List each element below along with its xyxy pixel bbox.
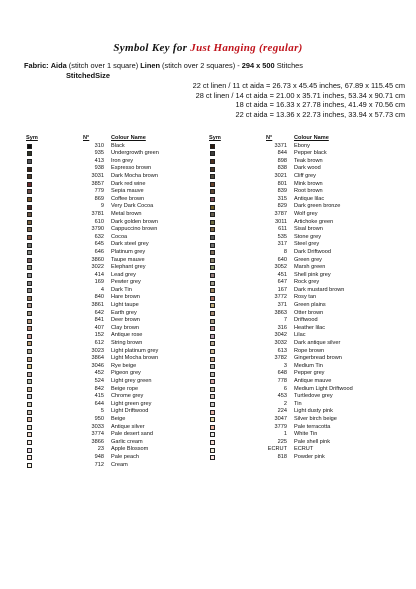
floss-number: 646	[94, 248, 104, 255]
colour-name: Mink brown	[294, 180, 323, 187]
symbol-swatch	[27, 159, 32, 164]
symbol-swatch	[210, 235, 215, 240]
symbol-swatch	[210, 212, 215, 217]
floss-number: 778	[277, 378, 287, 384]
floss-number: 310	[94, 142, 104, 149]
floss-number: 407	[94, 324, 104, 331]
floss-number: 647	[277, 279, 287, 286]
colour-name: Dark red wine	[111, 180, 146, 187]
floss-number: 938	[94, 165, 104, 172]
fabric-line	[24, 61, 303, 70]
symbol-swatch	[27, 273, 32, 278]
floss-number: ECRUT	[267, 446, 287, 453]
floss-number: 840	[94, 294, 104, 301]
colour-name: Pepper black	[294, 150, 327, 157]
symbol-swatch	[27, 394, 32, 399]
stitch-count: 294 x 500	[241, 61, 275, 70]
symbol-swatch	[210, 281, 215, 286]
symbol-swatch	[210, 417, 215, 422]
floss-number: 9	[100, 203, 104, 210]
floss-number: 5	[100, 408, 104, 415]
symbol-swatch	[210, 205, 215, 210]
colour-name: Light green grey	[111, 400, 152, 407]
symbol-swatch	[210, 296, 215, 301]
title-prefix: Symbol Key for	[113, 42, 188, 54]
floss-number: 1	[283, 431, 287, 438]
colour-name: Sisal brown	[294, 226, 323, 233]
floss-number: 3046	[91, 362, 104, 369]
colour-name: Light Mocha brown	[111, 355, 159, 362]
colour-name: Green plains	[294, 302, 326, 309]
symbol-swatch	[27, 326, 32, 331]
stitched-size-label: StitchedSize	[66, 71, 110, 80]
colour-name: Dark wood	[294, 165, 321, 172]
symbol-swatch	[27, 167, 32, 172]
size-line: 22 ct linen / 11 ct aida = 26.73 x 45.45 inches, 67.89 x 115.45 cm	[192, 81, 405, 90]
colour-name: Beige rope	[111, 385, 139, 392]
symbol-swatch	[27, 296, 32, 301]
colour-name: Garlic cream	[111, 438, 143, 445]
colour-name: Pepper grey	[294, 370, 325, 377]
floss-number: 869	[94, 195, 104, 202]
symbol-swatch	[210, 273, 215, 278]
symbol-swatch	[27, 144, 32, 149]
symbol-swatch	[210, 182, 215, 187]
symbol-swatch	[210, 288, 215, 293]
colour-name: Ebony	[294, 142, 310, 149]
colour-name: Light platinum grey	[111, 347, 159, 354]
floss-number: 610	[94, 218, 104, 225]
floss-number: 415	[94, 393, 104, 400]
floss-number: 451	[277, 271, 287, 278]
floss-number: 316	[277, 324, 287, 331]
symbol-swatch	[27, 303, 32, 308]
symbol-swatch	[210, 334, 215, 339]
symbol-swatch	[210, 349, 215, 354]
colour-name: Cliff grey	[294, 172, 316, 179]
colour-name: Cream	[111, 461, 128, 468]
colour-name: Otter brown	[294, 309, 324, 316]
floss-number: 3031	[91, 172, 104, 179]
colour-name: Rock grey	[294, 279, 320, 286]
colour-name: Steel grey	[294, 241, 320, 248]
symbol-swatch	[210, 151, 215, 156]
symbol-swatch	[210, 189, 215, 194]
symbol-swatch	[210, 364, 215, 369]
symbol-swatch	[210, 311, 215, 316]
symbol-swatch	[27, 205, 32, 210]
floss-number: 413	[94, 157, 104, 164]
size-aida: 18 ct aida	[235, 100, 268, 109]
colour-name: Antique lilac	[294, 195, 325, 202]
symbol-swatch	[210, 159, 215, 164]
page-title	[0, 42, 416, 54]
size-line	[235, 100, 405, 109]
size-linen: 22 ct linen	[192, 81, 227, 90]
floss-number: 152	[94, 332, 104, 339]
symbol-swatch	[27, 372, 32, 377]
num-header: N°	[266, 135, 273, 141]
symbol-swatch	[210, 372, 215, 377]
symbol-swatch	[210, 425, 215, 430]
colour-name: White Tin	[294, 431, 318, 438]
symbol-swatch	[27, 357, 32, 362]
symbol-swatch	[27, 288, 32, 293]
colour-name: Chrome grey	[111, 393, 144, 400]
floss-number: 3860	[91, 256, 104, 263]
symbol-swatch	[210, 220, 215, 225]
symbol-swatch	[210, 243, 215, 248]
symbol-swatch	[210, 265, 215, 270]
colour-name: Rope brown	[294, 347, 325, 354]
floss-number: 3787	[274, 210, 287, 217]
colour-name: Medium Light Driftwood	[294, 385, 353, 392]
floss-number: 779	[94, 188, 104, 195]
symbol-swatch	[27, 235, 32, 240]
symbol-swatch	[210, 440, 215, 445]
symbol-swatch	[27, 281, 32, 286]
floss-number: 8	[283, 248, 287, 255]
floss-number: 935	[94, 150, 104, 157]
floss-number: 613	[277, 347, 287, 354]
colour-name: Metal brown	[111, 210, 142, 217]
colour-name: Coffee brown	[111, 195, 145, 202]
symbol-swatch	[27, 432, 32, 437]
colour-name: Taupe mauve	[111, 256, 145, 263]
colour-name: Dark mustard brown	[294, 286, 345, 293]
symbol-swatch	[27, 455, 32, 460]
floss-number: 950	[94, 415, 104, 422]
colour-name: Very Dark Cocoa	[111, 203, 154, 210]
symbol-swatch	[27, 174, 32, 179]
floss-number: 3781	[91, 210, 104, 217]
colour-name: Gingerbread brown	[294, 355, 342, 362]
colour-name: Pewter grey	[111, 279, 141, 286]
colour-name: Iron grey	[111, 157, 134, 164]
size-aida: 14 ct aida	[235, 91, 268, 100]
floss-number: 3861	[91, 302, 104, 309]
colour-name: Pale peach	[111, 453, 139, 460]
symbol-swatch	[27, 265, 32, 270]
floss-number: 452	[94, 370, 104, 377]
symbol-swatch	[27, 319, 32, 324]
fabric-linen-note: (stitch over 2 squares) -	[162, 61, 240, 70]
size-value: = 16.33 x 27.78 inches, 41.49 x 70.56 cm	[269, 100, 405, 109]
colour-name: Apple Blossom	[111, 446, 149, 453]
floss-number: 315	[277, 195, 287, 202]
symbol-swatch	[210, 379, 215, 384]
symbol-swatch	[210, 357, 215, 362]
floss-number: 898	[277, 157, 287, 164]
floss-number: 3779	[274, 423, 287, 430]
colour-name: Root brown	[294, 188, 323, 195]
floss-number: 317	[277, 241, 287, 248]
floss-number: 169	[94, 279, 104, 286]
floss-number: 3790	[91, 226, 104, 233]
stitch-count-word: Stitches	[276, 61, 303, 70]
colour-name: Lead grey	[111, 271, 136, 278]
symbol-swatch	[210, 326, 215, 331]
colour-name: Dark golden brown	[111, 218, 158, 225]
floss-number: 3371	[274, 142, 287, 149]
colour-name: Stone grey	[294, 233, 322, 240]
colour-name: Turtledove grey	[294, 393, 333, 400]
symbol-swatch	[210, 410, 215, 415]
floss-number: 3	[283, 362, 287, 369]
symbol-swatch	[210, 227, 215, 232]
colour-name: Dark steel grey	[111, 241, 149, 248]
colour-name: Green grey	[294, 256, 322, 263]
floss-number: 7	[283, 317, 287, 324]
colour-name: Light dusty pink	[294, 408, 333, 415]
floss-number: 3023	[91, 347, 104, 354]
symbol-swatch	[210, 144, 215, 149]
colour-name: Dark green bronze	[294, 203, 341, 210]
symbol-swatch	[27, 189, 32, 194]
symbol-swatch	[210, 394, 215, 399]
floss-number: 3866	[91, 438, 104, 445]
symbol-swatch	[27, 243, 32, 248]
symbol-swatch	[210, 319, 215, 324]
colour-name: Rye beige	[111, 362, 137, 369]
size-linen: 28 ct linen	[195, 91, 230, 100]
symbol-swatch	[210, 402, 215, 407]
symbol-swatch	[27, 379, 32, 384]
colour-name: Sepia mauve	[111, 188, 144, 195]
colour-name: Lilac	[294, 332, 306, 339]
colour-name: Black	[111, 142, 125, 149]
floss-number: 3021	[274, 172, 287, 179]
size-line: 28 ct linen / 14 ct aida = 21.00 x 35.71 inches, 53.34 x 90.71 cm	[195, 91, 405, 100]
size-aida: 11 ct aida	[232, 81, 264, 90]
floss-number: 712	[94, 461, 104, 468]
floss-number: 414	[94, 271, 104, 278]
symbol-swatch	[210, 250, 215, 255]
sym-header: Sym	[26, 135, 38, 141]
colour-name: Powder pink	[294, 453, 325, 460]
colour-name: Pale shell pink	[294, 438, 331, 445]
fabric-linen: Linen	[140, 61, 160, 70]
floss-number: 842	[94, 385, 104, 392]
symbol-swatch	[27, 197, 32, 202]
colour-name: Silver birch beige	[294, 415, 337, 422]
floss-number: 3774	[91, 431, 104, 438]
floss-number: 801	[277, 180, 287, 187]
floss-number: 839	[277, 188, 287, 195]
symbol-swatch	[27, 402, 32, 407]
floss-number: 829	[277, 203, 287, 210]
colour-name: Dark Mocha brown	[111, 172, 158, 179]
colour-name: Platinum grey	[111, 248, 146, 255]
floss-number: 838	[277, 165, 287, 172]
symbol-swatch	[27, 349, 32, 354]
colour-name: Beige	[111, 415, 126, 422]
colour-name: Elephant grey	[111, 264, 146, 271]
symbol-swatch	[210, 455, 215, 460]
floss-number: 645	[94, 241, 104, 248]
symbol-swatch	[27, 220, 32, 225]
colour-name: Cocoa	[111, 233, 128, 240]
fabric-label: Fabric:	[24, 61, 49, 70]
floss-number: 225	[277, 438, 287, 445]
symbol-swatch	[27, 151, 32, 156]
symbol-swatch	[210, 432, 215, 437]
symbol-swatch	[210, 387, 215, 392]
colour-name: Earth grey	[111, 309, 137, 316]
symbol-swatch	[27, 212, 32, 217]
floss-number: 224	[277, 408, 287, 415]
colour-name: Wolf grey	[294, 210, 318, 217]
symbol-swatch	[210, 197, 215, 202]
floss-number: 612	[94, 340, 104, 347]
floss-number: 3772	[274, 294, 287, 301]
colour-name: Teak brown	[294, 157, 323, 164]
floss-number: 535	[277, 233, 287, 240]
floss-number: 818	[277, 453, 287, 460]
colour-name: Antique silver	[111, 423, 145, 430]
colour-name: Tin	[294, 400, 302, 407]
symbol-swatch	[210, 303, 215, 308]
symbol-swatch	[210, 174, 215, 179]
fabric-aida: Aida	[50, 61, 67, 70]
colour-name: Artichoke green	[294, 218, 334, 225]
colour-name: Pale terracotta	[294, 423, 331, 430]
floss-number: 371	[277, 302, 287, 309]
floss-number: 632	[94, 233, 104, 240]
floss-number: 3011	[274, 218, 287, 225]
title-pattern-name: Just Hanging (regular)	[190, 42, 303, 54]
colour-name: Light taupe	[111, 302, 139, 309]
symbol-swatch	[210, 341, 215, 346]
colour-name: Clay brown	[111, 324, 139, 331]
floss-number: 3032	[274, 340, 287, 347]
symbol-swatch	[27, 311, 32, 316]
floss-number: 3047	[274, 415, 287, 422]
colour-name: ECRUT	[294, 446, 314, 453]
colour-name: Deer brown	[111, 317, 140, 324]
colour-name: Heather lilac	[294, 324, 326, 331]
num-header: N°	[83, 135, 90, 141]
symbol-swatch	[210, 258, 215, 263]
floss-number: 167	[277, 286, 287, 293]
size-line	[235, 110, 405, 119]
floss-number: 3022	[91, 264, 104, 271]
colour-name: Light grey green	[111, 378, 152, 384]
symbol-swatch	[27, 250, 32, 255]
symbol-swatch	[210, 167, 215, 172]
fabric-aida-note: (stitch over 1 square)	[68, 61, 139, 70]
floss-number: 3033	[91, 423, 104, 430]
colour-name: Rosy tan	[294, 294, 317, 301]
floss-number: 6	[283, 385, 287, 392]
size-value: = 13.36 x 22.73 inches, 33.94 x 57.73 cm	[269, 110, 405, 119]
colour-name: Undergrowth green	[111, 150, 159, 157]
floss-number: 3052	[274, 264, 287, 271]
symbol-swatch	[210, 448, 215, 453]
size-value: = 21.00 x 35.71 inches, 53.34 x 90.71 cm	[269, 91, 405, 100]
symbol-swatch	[27, 387, 32, 392]
colour-name: String brown	[111, 340, 143, 347]
colour-name: Cappuccino brown	[111, 226, 158, 233]
symbol-swatch	[27, 182, 32, 187]
floss-number: 3782	[274, 355, 287, 362]
colour-name: Hare brown	[111, 294, 140, 301]
symbol-swatch	[27, 463, 32, 468]
symbol-swatch	[27, 410, 32, 415]
symbol-swatch	[27, 334, 32, 339]
symbol-swatch	[27, 417, 32, 422]
symbol-swatch	[27, 425, 32, 430]
floss-number: 648	[277, 370, 287, 377]
colour-name: Shell pink grey	[294, 271, 331, 278]
colour-name: Dark Driftwood	[294, 248, 331, 255]
floss-number: 524	[94, 378, 104, 384]
size-aida: 22 ct aida	[235, 110, 268, 119]
floss-number: 3857	[91, 180, 104, 187]
symbol-swatch	[27, 364, 32, 369]
symbol-swatch	[27, 258, 32, 263]
floss-number: 644	[94, 400, 104, 407]
floss-number: 23	[97, 446, 104, 453]
colour-name: Pale desert sand	[111, 431, 153, 438]
size-value: = 26.73 x 45.45 inches, 67.89 x 115.45 cm	[266, 81, 405, 90]
symbol-swatch	[27, 448, 32, 453]
colour-name: Dark antique silver	[294, 340, 341, 347]
floss-number: 4	[100, 286, 104, 293]
floss-number: 2	[283, 400, 287, 407]
colour-name: Medium Tin	[294, 362, 323, 369]
symbol-swatch	[27, 227, 32, 232]
colour-name: Antique mauve	[294, 378, 332, 384]
symbol-swatch	[27, 341, 32, 346]
floss-number: 642	[94, 309, 104, 316]
colour-name: Marsh green	[294, 264, 326, 271]
colour-name: Dark Tin	[111, 286, 132, 293]
name-header: Colour Name	[111, 135, 146, 141]
floss-number: 3863	[274, 309, 287, 316]
floss-number: 3042	[274, 332, 287, 339]
symbol-swatch	[27, 440, 32, 445]
floss-number: 3864	[91, 355, 104, 362]
floss-number: 844	[277, 150, 287, 157]
floss-number: 453	[277, 393, 287, 400]
colour-name: Antique rose	[111, 332, 143, 339]
name-header: Colour Name	[294, 135, 329, 141]
sym-header: Sym	[209, 135, 221, 141]
floss-number: 611	[278, 226, 287, 233]
colour-name: Light Driftwood	[111, 408, 149, 415]
colour-name: Driftwood	[294, 317, 318, 324]
floss-number: 841	[94, 317, 104, 324]
colour-name: Espresso brown	[111, 165, 152, 172]
floss-number: 948	[94, 453, 104, 460]
colour-name: Pigeon grey	[111, 370, 141, 377]
floss-number: 640	[277, 256, 287, 263]
